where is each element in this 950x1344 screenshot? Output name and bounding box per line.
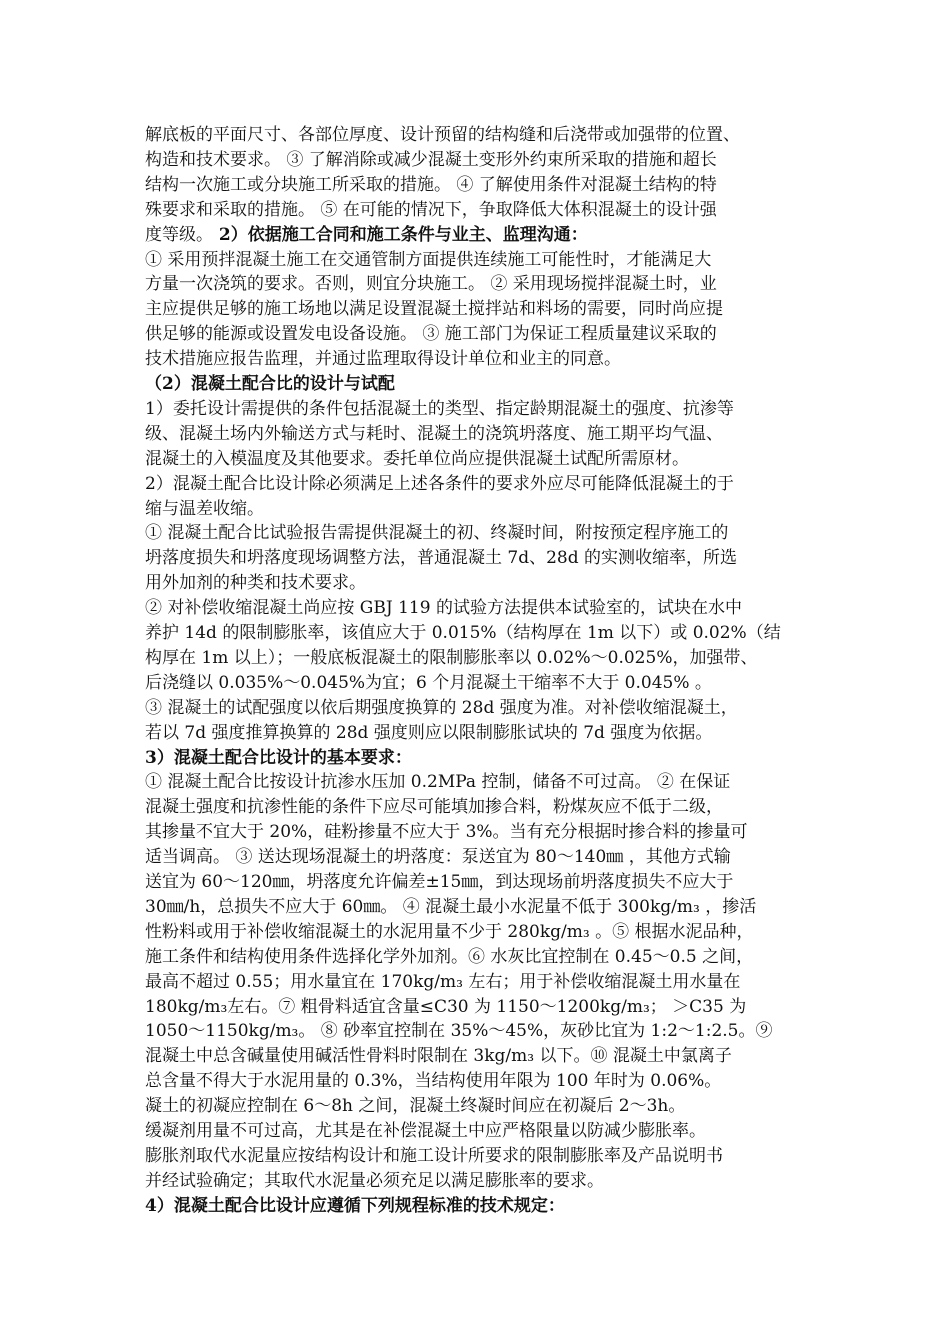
paragraph-line: 构造和技术要求。 ③ 了解消除或减少混凝土变形外约束所采取的措施和超长 — [145, 150, 717, 170]
paragraph-line: 混凝土中总含碱量使用碱活性骨料时限制在 3kg/m₃ 以下。⑩ 混凝土中氯离子 — [145, 1046, 732, 1066]
paragraph-line: 缩与温差收缩。 — [145, 499, 264, 519]
paragraph-line: 总含量不得大于水泥用量的 0.3%，当结构使用年限为 100 年时为 0.06%。 — [145, 1071, 722, 1091]
paragraph-line: 膨胀剂取代水泥量应按结构设计和施工设计所要求的限制膨胀率及产品说明书 — [145, 1146, 723, 1166]
paragraph-line: ① 混凝土配合比试验报告需提供混凝土的初、终凝时间，附按预定程序施工的 — [145, 523, 729, 543]
paragraph-line: 送宜为 60～120㎜，坍落度允许偏差±15㎜，到达现场前坍落度损失不应大于 — [145, 872, 734, 892]
paragraph-line: 适当调高。 ③ 送达现场混凝土的坍落度：泵送宜为 80～140㎜ ，其他方式输 — [145, 847, 731, 867]
paragraph-line: 后浇缝以 0.035%～0.045%为宜；6 个月混凝土干缩率不大于 0.045% 。 — [145, 673, 712, 693]
paragraph-line: ③ 混凝土的试配强度以依后期强度换算的 28d 强度为准。对补偿收缩混凝土， — [145, 698, 738, 718]
paragraph-line: 方量一次浇筑的要求。否则，则宜分块施工。 ② 采用现场搅拌混凝土时，业 — [145, 274, 717, 294]
paragraph-line: 结构一次施工或分块施工所采取的措施。 ④ 了解使用条件对混凝土结构的特 — [145, 175, 717, 195]
section-heading: （2）混凝土配合比的设计与试配 — [145, 374, 395, 394]
paragraph-line: 30㎜/h，总损失不应大于 60㎜。 ④ 混凝土最小水泥量不低于 300kg/m₃ ，掺活 — [145, 897, 757, 917]
paragraph-line: 殊要求和采取的措施。 ⑤ 在可能的情况下，争取降低大体积混凝土的设计强 — [145, 200, 717, 220]
paragraph-line: 混凝土的入模温度及其他要求。委托单位尚应提供混凝土试配所需原材。 — [145, 449, 689, 469]
section-heading: 4）混凝土配合比设计应遵循下列规程标准的技术规定： — [145, 1196, 565, 1216]
paragraph-line: 供足够的能源或设置发电设备设施。 ③ 施工部门为保证工程质量建议采取的 — [145, 324, 717, 344]
paragraph-line: 凝土的初凝应控制在 6～8h 之间，混凝土终凝时间应在初凝后 2～3h。 — [145, 1096, 686, 1116]
paragraph-line: 2）混凝土配合比设计除必须满足上述各条件的要求外应尽可能降低混凝土的于 — [145, 474, 734, 494]
paragraph-line: 主应提供足够的施工场地以满足设置混凝土搅拌站和料场的需要，同时尚应提 — [145, 299, 723, 319]
paragraph-line: 缓凝剂用量不可过高，尤其是在补偿混凝土中应严格限量以防减少膨胀率。 — [145, 1121, 706, 1141]
paragraph-line: 构厚在 1m 以上）；一般底板混凝土的限制膨胀率以 0.02%～0.025%，加强带、 — [145, 648, 758, 668]
paragraph-line — [145, 223, 588, 248]
paragraph-line: 其掺量不宜大于 20%，硅粉掺量不应大于 3%。当有充分根据时掺合料的掺量可 — [145, 822, 748, 842]
paragraph-line: 1）委托设计需提供的条件包括混凝土的类型、指定龄期混凝土的强度、抗渗等 — [145, 399, 734, 419]
section-heading: 3）混凝土配合比设计的基本要求： — [145, 748, 412, 768]
paragraph-line: 解底板的平面尺寸、各部位厚度、设计预留的结构缝和后浇带或加强带的位置、 — [145, 125, 740, 145]
paragraph-line: 养护 14d 的限制膨胀率，该值应大于 0.015%（结构厚在 1m 以下）或 0.02%（结 — [145, 623, 781, 643]
paragraph-line: ② 对补偿收缩混凝土尚应按 GBJ 119 的试验方法提供本试验室的，试块在水中 — [145, 598, 742, 618]
paragraph-line: 级、混凝土场内外输送方式与耗时、混凝土的浇筑坍落度、施工期平均气温、 — [145, 424, 723, 444]
paragraph-line: ① 混凝土配合比按设计抗渗水压加 0.2MPa 控制，储备不可过高。 ② 在保证 — [145, 772, 731, 792]
line-text: 度等级。 — [145, 225, 213, 245]
paragraph-line: 技术措施应报告监理，并通过监理取得设计单位和业主的同意。 — [145, 349, 621, 369]
inline-heading: 2）依据施工合同和施工条件与业主、监理沟通： — [213, 225, 588, 245]
paragraph-line: 最高不超过 0.55；用水量宜在 170kg/m₃ 左右；用于补偿收缩混凝土用水量在 — [145, 972, 741, 992]
paragraph-line: 若以 7d 强度推算换算的 28d 强度则应以限制膨胀试块的 7d 强度为依据。 — [145, 723, 713, 743]
paragraph-line: 坍落度损失和坍落度现场调整方法，普通混凝土 7d、28d 的实测收缩率，所选 — [145, 548, 738, 568]
paragraph-line: 并经试验确定；其取代水泥量必须充足以满足膨胀率的要求。 — [145, 1171, 604, 1191]
paragraph-line: 混凝土强度和抗渗性能的条件下应尽可能填加掺合料，粉煤灰应不低于二级， — [145, 797, 723, 817]
paragraph-line: 180kg/m₃左右。⑦ 粗骨料适宜含量≤C30 为 1150～1200kg/m₃； ＞C35 为 — [145, 997, 747, 1017]
paragraph-line: 用外加剂的种类和技术要求。 — [145, 573, 366, 593]
paragraph-line: ① 采用预拌混凝土施工在交通管制方面提供连续施工可能性时，才能满足大 — [145, 250, 712, 270]
paragraph-line: 施工条件和结构使用条件选择化学外加剂。⑥ 水灰比宜控制在 0.45～0.5 之间， — [145, 947, 754, 967]
paragraph-line: 1050～1150kg/m₃。 ⑧ 砂率宜控制在 35%～45%，灰砂比宜为 1:2～1:2.5。⑨ — [145, 1021, 773, 1041]
paragraph-line: 性粉料或用于补偿收缩混凝土的水泥用量不少于 280kg/m₃ 。⑤ 根据水泥品种， — [145, 922, 754, 942]
